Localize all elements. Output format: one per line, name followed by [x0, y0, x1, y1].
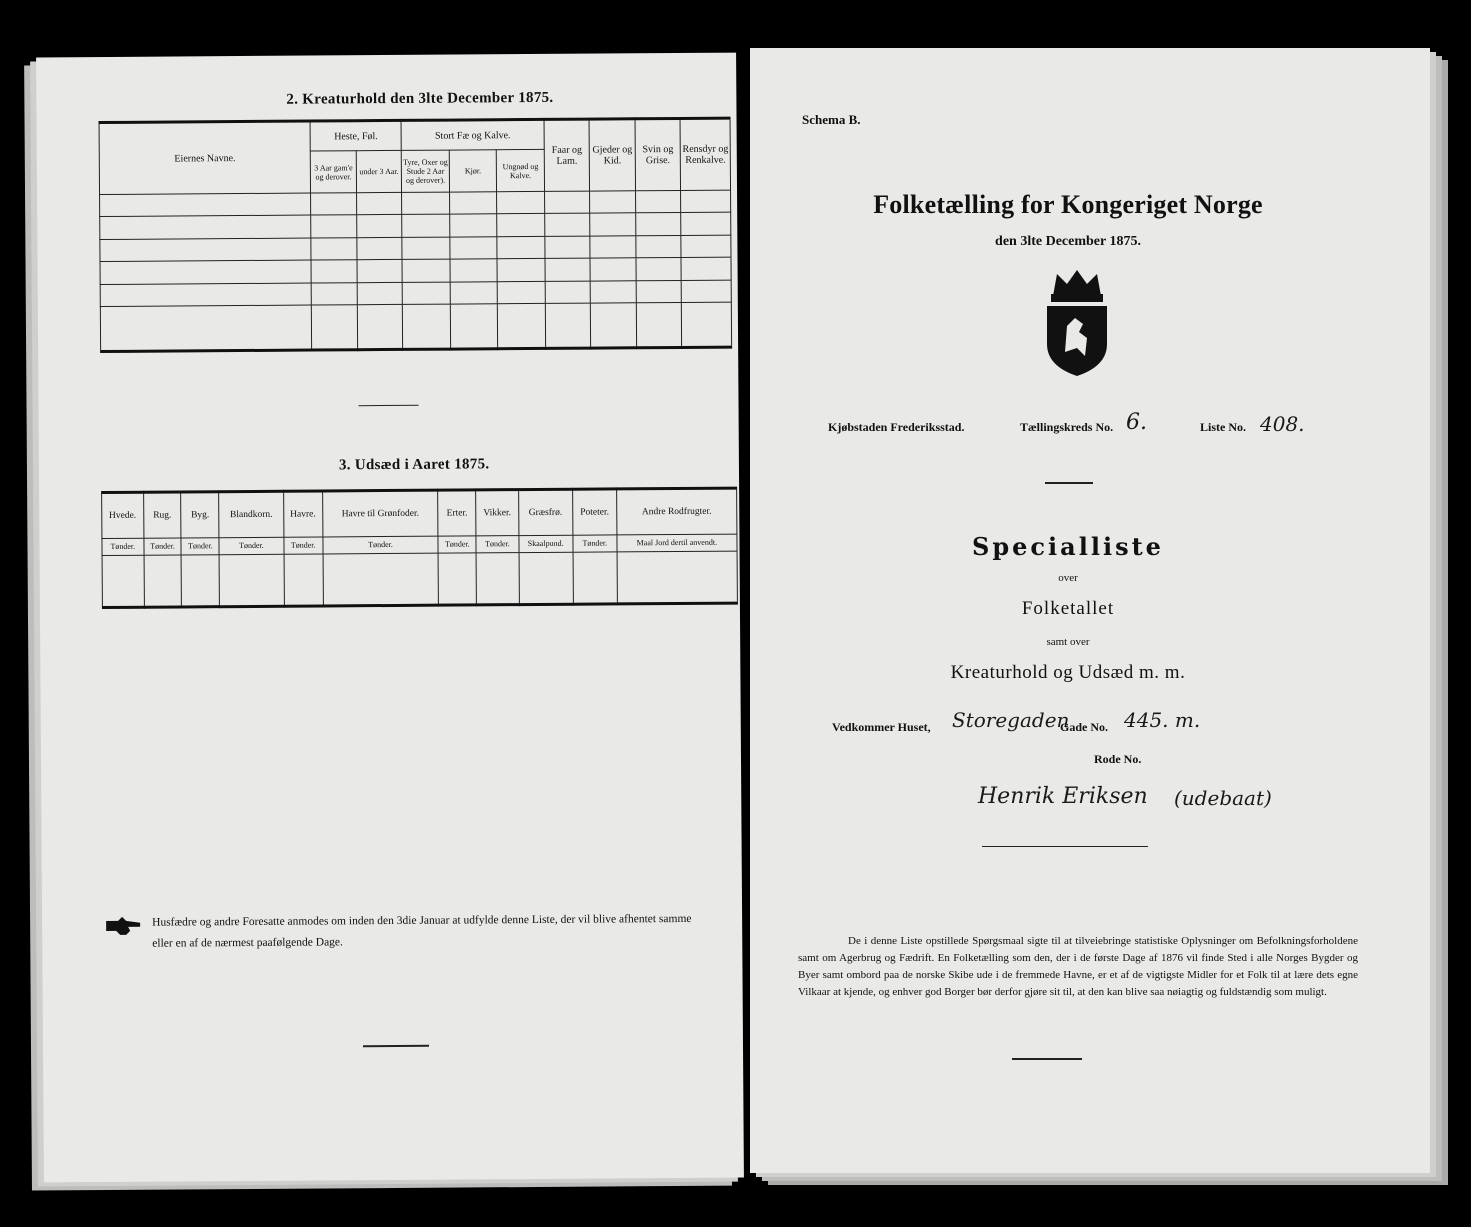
sowing-cell	[573, 552, 617, 605]
gade-label: Gade No.	[1060, 720, 1108, 734]
vedkommer-label: Vedkommer Huset,	[832, 720, 931, 734]
header-stort-b: Kjør.	[464, 166, 482, 176]
over-text: over	[1058, 572, 1078, 584]
divider	[1012, 1058, 1082, 1060]
liste-label: Liste No.	[1200, 420, 1246, 434]
livestock-table	[99, 117, 733, 353]
notice-text: Husfædre og andre Foresatte anmodes om inden den 3die Januar at udfylde denne Liste, der vil blive afhentet samme eller en af de nærmest paafølgende Dage.	[152, 912, 692, 950]
sowing-header-10: Andre Rodfrugter.	[641, 506, 712, 518]
norwegian-coat-of-arms-icon	[1037, 266, 1117, 378]
sowing-unit-6: Tønder.	[444, 539, 470, 549]
sowing-unit-1: Tønder.	[150, 541, 175, 552]
owner-name: Henrik Eriksen	[978, 784, 1148, 809]
sowing-header-4: Havre.	[290, 509, 316, 520]
header-svin: Svin og Grise.	[642, 144, 674, 167]
sowing-cell	[617, 551, 738, 604]
sowing-unit-4: Tønder.	[290, 540, 316, 551]
divider	[359, 405, 419, 406]
sowing-unit-8: Skaalpund.	[527, 539, 564, 549]
table-row	[102, 551, 737, 608]
sowing-header-0: Hvede.	[108, 510, 137, 521]
sowing-header-3: Blandkorn.	[229, 509, 273, 521]
sowing-header-1: Rug.	[153, 510, 172, 521]
header-heste: Heste, Føl.	[334, 130, 378, 142]
sowing-unit-9: Tønder.	[582, 538, 608, 549]
header-stort-c: Ungnød og Kalve.	[502, 161, 539, 180]
schema-label: Schema B.	[802, 112, 861, 127]
owner-note: (udebaat)	[1174, 786, 1272, 810]
sowing-header-8: Græsfrø.	[528, 507, 563, 519]
section3-title: 3. Udsæd i Aaret 1875.	[338, 456, 490, 474]
folketallet-text: Folketallet	[1021, 598, 1115, 619]
sowing-cell	[182, 554, 220, 607]
header-rensdyr: Rensdyr og Renkalve.	[682, 143, 729, 166]
sowing-unit-3: Tønder.	[239, 541, 264, 551]
header-owner: Eiernes Navne.	[174, 152, 236, 164]
divider	[363, 1045, 429, 1047]
left-page	[36, 53, 744, 1183]
samt-over-text: samt over	[1046, 636, 1090, 648]
header-heste-b: under 3 Aar.	[359, 166, 399, 177]
header-stort: Stort Fæ og Kalve.	[434, 129, 511, 142]
right-page	[750, 48, 1430, 1173]
sowing-cell	[476, 552, 519, 605]
pointing-hand-icon	[104, 915, 144, 939]
sowing-header-5: Havre til Grønfoder.	[341, 508, 420, 520]
sowing-cell	[144, 555, 182, 608]
kreaturhold-text: Kreaturhold og Udsæd m. m.	[950, 662, 1186, 683]
kreds-value: 6.	[1126, 410, 1147, 435]
footer-text: De i denne Liste opstillede Spørgsmaal sigte til at tilveiebringe statistiske Oplysninger om Befolkningsforholdene samt om Agerbrug og Fædrift. En Folketælling som den, der i de første Dage af 1876 vil finde Sted i alle Norges Bygder og Byer samt ombord paa de norske Skibe ude i de fremmede Havne, er et af de vigtigste Midler for et Folk til at lære dets egne Vilkaar at kjende, og enhver god Borger bør derfor gjøre sit til, at den kan blive saa nøiagtig og fuldstændig som muligt.	[798, 935, 1358, 998]
header-stort-a: Tyre, Oxer og Stude 2 Aar og derover).	[403, 157, 448, 185]
divider	[982, 846, 1148, 847]
page-title: Folketælling for Kongeriget Norge	[873, 190, 1263, 219]
sowing-header-row	[102, 488, 737, 538]
sowing-cell	[519, 552, 574, 605]
gade-value: 445. m.	[1124, 708, 1201, 732]
divider	[1045, 482, 1093, 484]
sowing-table	[101, 487, 738, 609]
sowing-header-7: Vikker.	[483, 508, 512, 519]
sowing-unit-5: Tønder.	[368, 540, 393, 550]
sowing-cell	[102, 555, 144, 608]
liste-value: 408.	[1260, 412, 1305, 436]
sowing-unit-0: Tønder.	[110, 542, 136, 552]
rode-label: Rode No.	[1094, 752, 1142, 766]
table-row	[100, 302, 731, 351]
sowing-header-6: Erter.	[446, 508, 468, 519]
kreds-label: Tællingskreds No.	[1020, 420, 1114, 434]
kjobstad-label: Kjøbstaden Frederiksstad.	[828, 420, 965, 434]
sowing-unit-7: Tønder.	[485, 539, 510, 549]
sowing-cell	[284, 554, 324, 607]
specialliste-heading: Specialliste	[972, 532, 1164, 561]
sowing-unit-10: Maal Jord dertil anvendt.	[636, 538, 718, 548]
header-faar: Faar og Lam.	[551, 144, 583, 167]
sowing-unit-2: Tønder.	[188, 541, 213, 551]
header-heste-a: 3 Aar gam'e og derover.	[314, 162, 353, 182]
page-subtitle: den 3lte December 1875.	[995, 234, 1141, 249]
header-gjeder: Gjeder og Kid.	[592, 144, 633, 167]
sowing-cell	[323, 553, 439, 606]
sowing-cell	[219, 554, 284, 607]
street-value: Storegaden	[952, 708, 1070, 732]
section2-title: 2. Kreaturhold den 3lte December 1875.	[286, 89, 554, 108]
sowing-header-2: Byg.	[191, 510, 210, 521]
sowing-cell	[438, 553, 476, 606]
sowing-header-9: Poteter.	[580, 507, 609, 518]
